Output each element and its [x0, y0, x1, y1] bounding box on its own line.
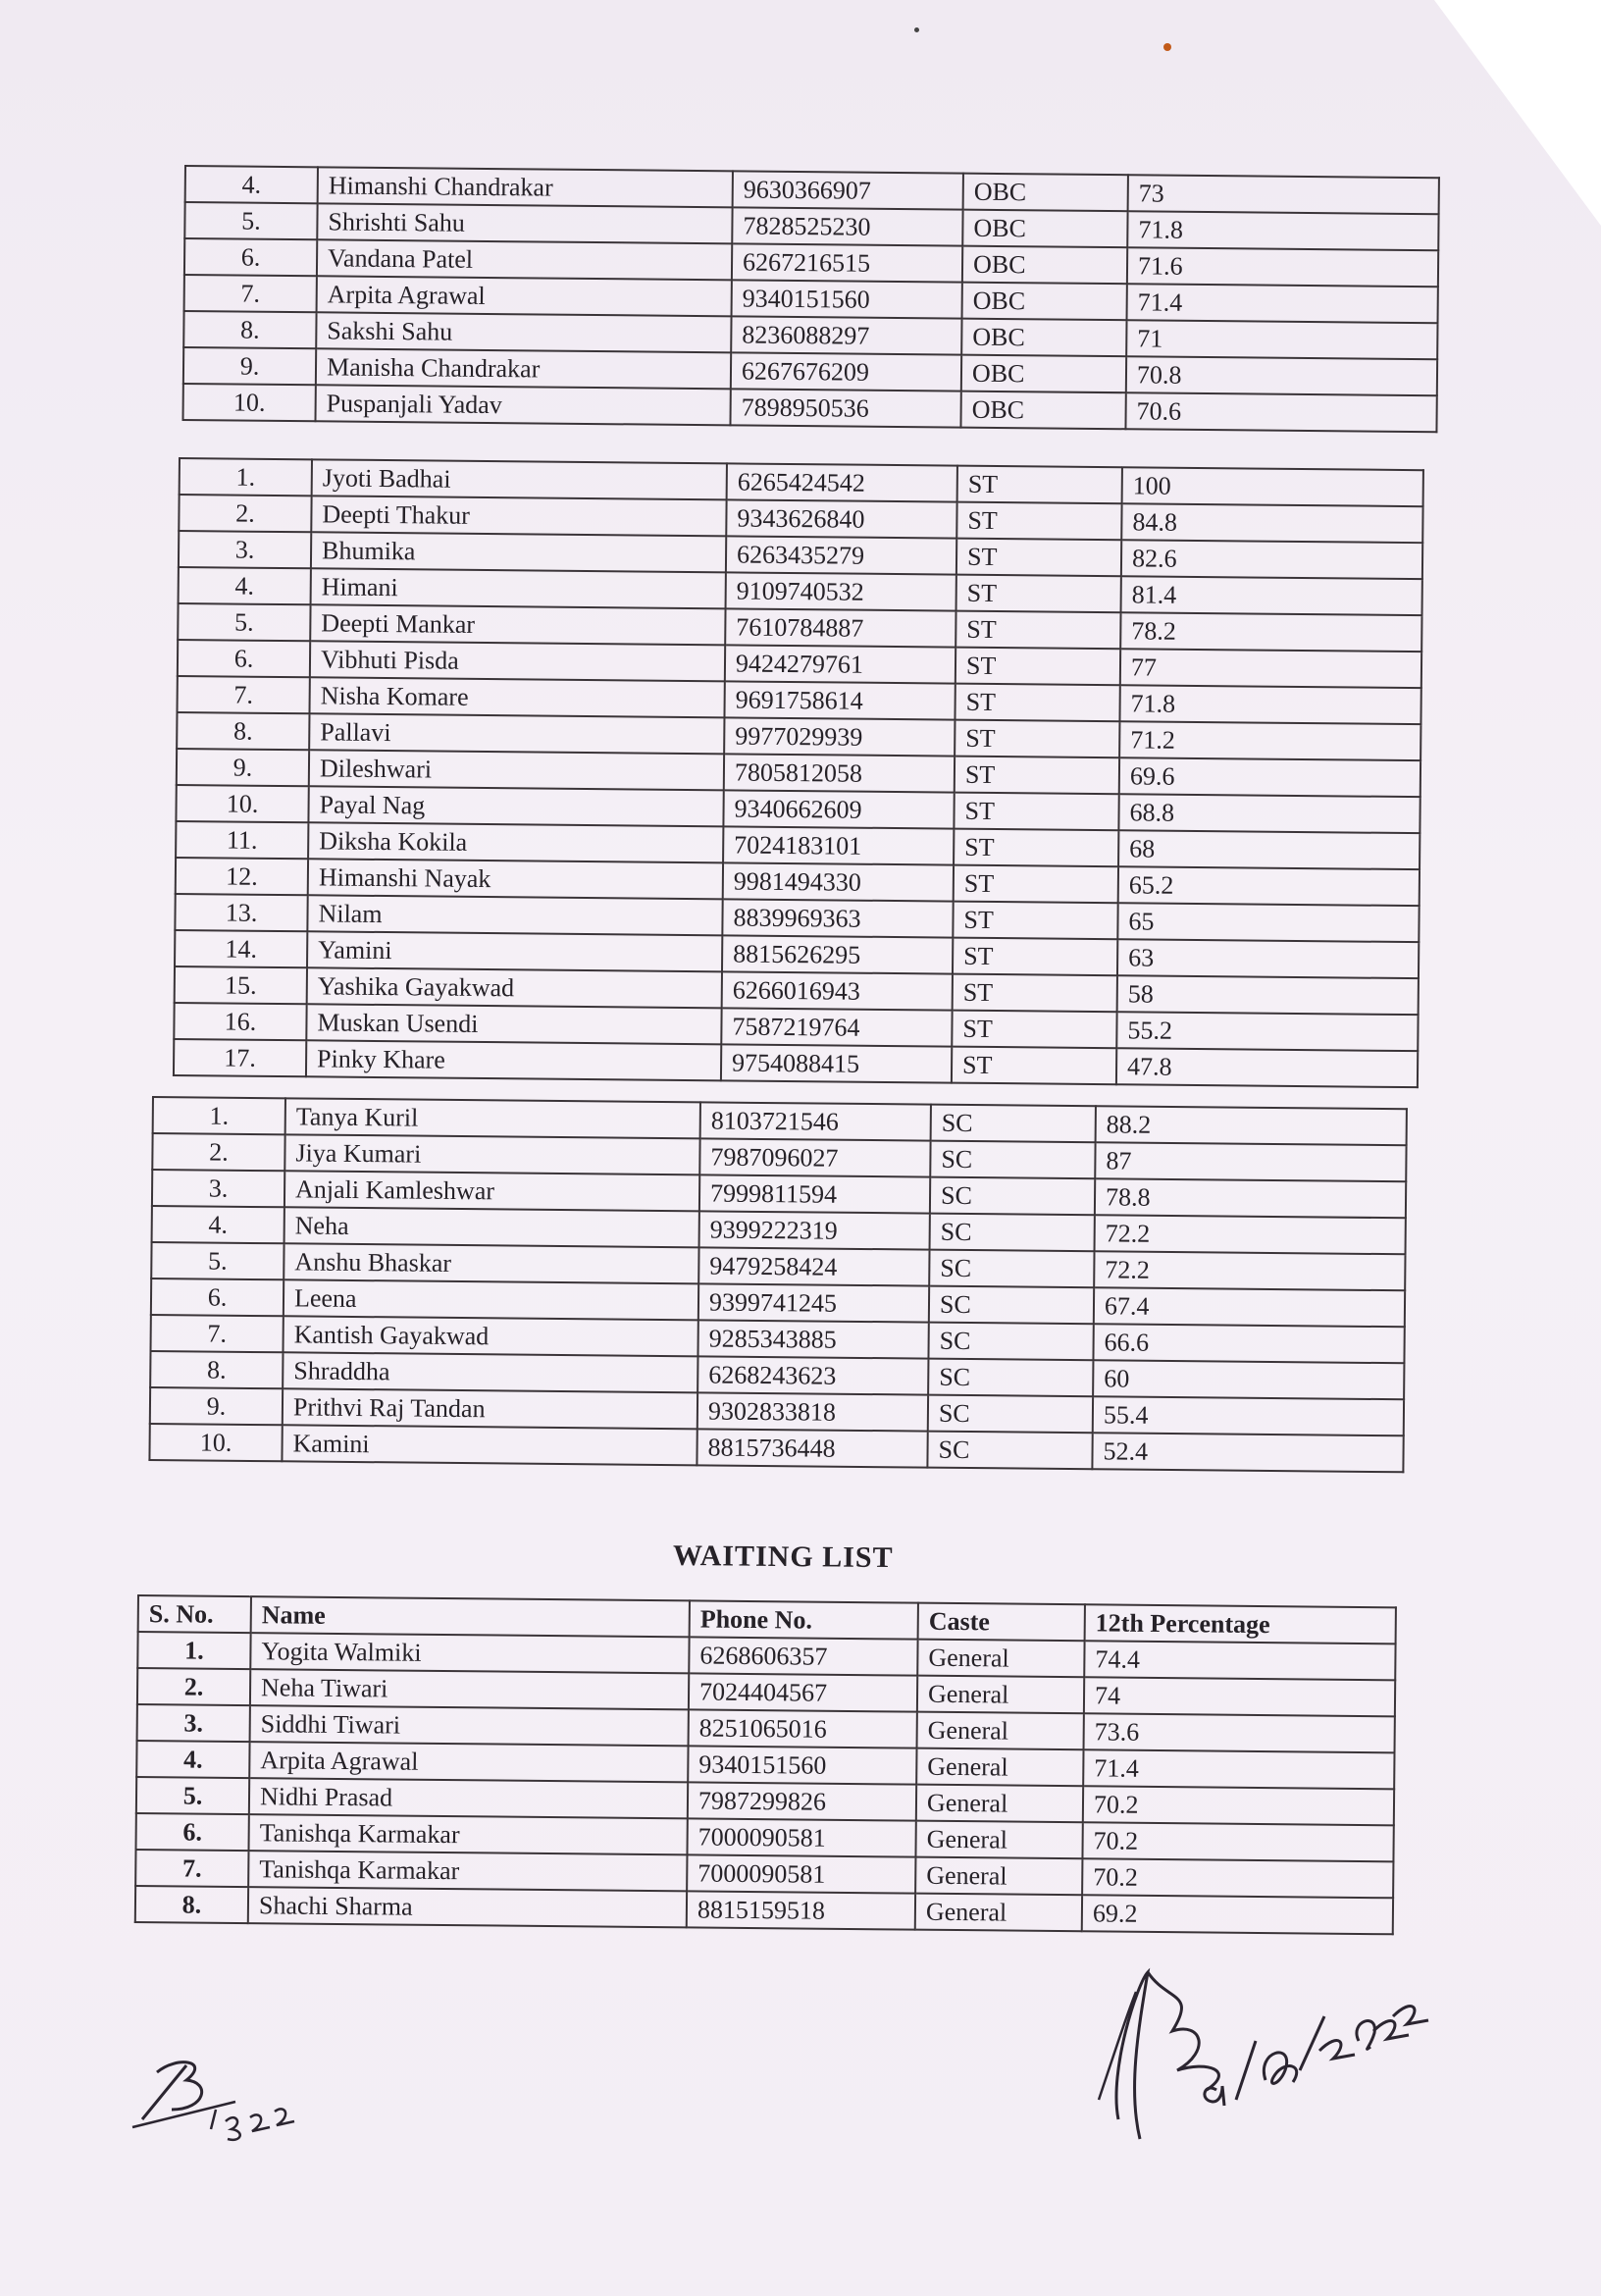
- cell-caste: ST: [955, 684, 1119, 722]
- cell-name: Vandana Patel: [317, 239, 732, 280]
- cell-caste: General: [916, 1785, 1083, 1823]
- cell-percentage: 82.6: [1121, 540, 1422, 579]
- cell-sno: 3.: [137, 1704, 250, 1742]
- waiting-list-table: [134, 1594, 1397, 1935]
- cell-caste: General: [916, 1748, 1083, 1787]
- cell-caste: SC: [930, 1214, 1095, 1252]
- cell-name: Pinky Khare: [306, 1040, 721, 1080]
- cell-percentage: 71.8: [1127, 211, 1438, 250]
- waiting-list-body: [135, 1632, 1396, 1934]
- cell-name: Shraddha: [283, 1352, 697, 1392]
- cell-phone: 7898950536: [730, 389, 960, 427]
- obc-candidates-table: [181, 165, 1439, 433]
- cell-name: Payal Nag: [308, 786, 723, 826]
- cell-phone: 9399741245: [698, 1283, 929, 1322]
- cell-percentage: 73.6: [1084, 1713, 1395, 1752]
- cell-name: Siddhi Tiwari: [250, 1705, 689, 1746]
- cell-percentage: 69.2: [1082, 1895, 1393, 1934]
- cell-phone: 9343626840: [726, 499, 956, 538]
- cell-percentage: 84.8: [1121, 503, 1422, 543]
- header-name: Name: [251, 1596, 690, 1637]
- cell-phone: 7805812058: [724, 754, 955, 792]
- cell-sno: 7.: [184, 275, 317, 312]
- cell-sno: 11.: [176, 821, 308, 859]
- cell-name: Tanishqa Karmakar: [248, 1851, 687, 1891]
- cell-name: Leena: [284, 1279, 698, 1320]
- cell-sno: 8.: [177, 712, 309, 750]
- cell-sno: 3.: [179, 531, 311, 568]
- cell-name: Dileshwari: [309, 750, 724, 790]
- cell-sno: 5.: [178, 603, 310, 641]
- cell-name: Kamini: [282, 1425, 697, 1465]
- cell-percentage: 55.4: [1093, 1396, 1404, 1435]
- cell-caste: SC: [928, 1359, 1093, 1397]
- cell-phone: 8236088297: [731, 316, 961, 354]
- cell-caste: OBC: [960, 391, 1125, 430]
- cell-sno: 9.: [183, 347, 316, 385]
- cell-phone: 9630366907: [733, 171, 963, 209]
- cell-phone: 7024183101: [723, 826, 954, 864]
- header-sno: S. No.: [138, 1595, 251, 1633]
- cell-name: Nidhi Prasad: [249, 1778, 688, 1818]
- cell-caste: ST: [955, 611, 1120, 650]
- cell-phone: 9340151560: [732, 280, 962, 318]
- cell-caste: OBC: [962, 210, 1127, 248]
- cell-caste: SC: [930, 1141, 1095, 1179]
- cell-caste: SC: [929, 1286, 1094, 1325]
- cell-name: Tanishqa Karmakar: [248, 1814, 687, 1854]
- cell-percentage: 55.2: [1116, 1012, 1418, 1051]
- cell-sno: 1.: [153, 1097, 285, 1134]
- cell-phone: 9754088415: [721, 1044, 952, 1082]
- cell-percentage: 69.6: [1119, 757, 1420, 797]
- cell-phone: 6266016943: [722, 971, 953, 1010]
- cell-name: Shachi Sharma: [248, 1887, 687, 1927]
- cell-phone: 7610784887: [725, 608, 955, 647]
- cell-percentage: 70.6: [1125, 392, 1436, 432]
- sc-table-body: [149, 1097, 1406, 1472]
- cell-sno: 4.: [136, 1741, 249, 1778]
- cell-percentage: 74: [1084, 1677, 1395, 1716]
- cell-caste: ST: [955, 720, 1119, 758]
- cell-phone: 6265424542: [727, 463, 957, 501]
- header-percentage: 12th Percentage: [1085, 1604, 1396, 1644]
- cell-name: Tanya Kuril: [285, 1098, 700, 1138]
- cell-caste: ST: [956, 502, 1121, 541]
- cell-percentage: 66.6: [1093, 1324, 1404, 1363]
- cell-name: Manisha Chandrakar: [316, 348, 731, 389]
- cell-caste: SC: [930, 1177, 1095, 1216]
- cell-name: Yamini: [307, 931, 722, 971]
- cell-caste: ST: [953, 938, 1117, 976]
- cell-sno: 9.: [150, 1387, 283, 1425]
- cell-percentage: 81.4: [1121, 576, 1422, 615]
- cell-phone: 9399222319: [699, 1211, 930, 1249]
- cell-sno: 6.: [184, 238, 317, 276]
- cell-sno: 8.: [135, 1886, 248, 1923]
- cell-percentage: 77: [1120, 649, 1421, 688]
- cell-caste: SC: [928, 1323, 1093, 1361]
- cell-phone: 8815736448: [697, 1429, 927, 1467]
- cell-sno: 4.: [185, 166, 318, 203]
- cell-sno: 5.: [184, 202, 317, 239]
- header-phone: Phone No.: [690, 1600, 918, 1639]
- handwritten-initials: [118, 2011, 343, 2149]
- cell-percentage: 71: [1126, 320, 1437, 359]
- cell-phone: 6267676209: [731, 352, 961, 391]
- cell-sno: 10.: [149, 1424, 282, 1461]
- cell-caste: OBC: [962, 246, 1127, 285]
- cell-name: Yogita Walmiki: [250, 1633, 689, 1673]
- sc-candidates-table: [148, 1096, 1408, 1473]
- waiting-list-title: WAITING LIST: [672, 1539, 894, 1575]
- st-candidates-table: [173, 457, 1424, 1088]
- cell-name: Deepti Mankar: [310, 604, 725, 645]
- cell-caste: OBC: [963, 174, 1128, 212]
- cell-percentage: 68: [1118, 830, 1420, 869]
- cell-phone: 9424279761: [725, 645, 955, 683]
- cell-name: Deepti Thakur: [311, 496, 726, 536]
- cell-sno: 7.: [135, 1850, 248, 1887]
- cell-phone: 7000090581: [687, 1854, 915, 1893]
- cell-percentage: 100: [1122, 467, 1423, 506]
- paper-speck: [1163, 43, 1171, 51]
- cell-percentage: 73: [1128, 175, 1439, 214]
- cell-caste: SC: [929, 1250, 1094, 1288]
- cell-percentage: 71.6: [1127, 247, 1438, 287]
- cell-phone: 9479258424: [698, 1247, 929, 1285]
- cell-name: Kantish Gayakwad: [283, 1316, 697, 1356]
- cell-phone: 6268243623: [697, 1356, 928, 1394]
- cell-sno: 6.: [136, 1813, 249, 1851]
- cell-phone: 6267216515: [732, 243, 962, 282]
- cell-caste: SC: [931, 1105, 1096, 1143]
- cell-name: Vibhuti Pisda: [310, 641, 725, 681]
- cell-name: Arpita Agrawal: [249, 1742, 688, 1782]
- cell-sno: 7.: [151, 1315, 284, 1352]
- cell-sno: 14.: [175, 930, 307, 967]
- cell-name: Himani: [311, 568, 726, 608]
- cell-name: Pallavi: [309, 713, 724, 754]
- cell-caste: SC: [927, 1432, 1092, 1470]
- cell-caste: ST: [953, 902, 1117, 940]
- cell-sno: 1.: [137, 1632, 250, 1669]
- cell-percentage: 87: [1095, 1142, 1406, 1181]
- st-table-body: [174, 458, 1423, 1087]
- cell-phone: 9285343885: [697, 1320, 928, 1358]
- cell-percentage: 71.4: [1083, 1749, 1394, 1789]
- cell-sno: 4.: [152, 1206, 284, 1243]
- cell-name: Arpita Agrawal: [317, 276, 732, 316]
- cell-name: Jiya Kumari: [284, 1134, 699, 1174]
- cell-sno: 3.: [152, 1170, 284, 1207]
- cell-phone: 9691758614: [724, 681, 955, 719]
- cell-name: Jyoti Badhai: [312, 459, 727, 499]
- cell-name: Yashika Gayakwad: [307, 967, 722, 1008]
- cell-name: Nisha Komare: [309, 677, 724, 717]
- cell-percentage: 72.2: [1094, 1251, 1405, 1290]
- cell-phone: 8103721546: [700, 1102, 931, 1140]
- cell-caste: General: [917, 1712, 1084, 1750]
- cell-caste: General: [917, 1640, 1084, 1678]
- cell-phone: 7828525230: [732, 207, 962, 245]
- cell-phone: 8251065016: [689, 1709, 917, 1748]
- cell-phone: 9977029939: [724, 717, 955, 756]
- cell-phone: 9302833818: [697, 1392, 928, 1431]
- cell-caste: ST: [955, 757, 1119, 795]
- cell-phone: 7987299826: [688, 1782, 916, 1820]
- cell-sno: 17.: [174, 1039, 306, 1076]
- cell-percentage: 88.2: [1096, 1106, 1407, 1145]
- cell-caste: ST: [954, 829, 1118, 867]
- cell-name: Himanshi Nayak: [308, 859, 723, 899]
- cell-percentage: 70.2: [1082, 1858, 1393, 1898]
- cell-phone: 7587219764: [721, 1008, 952, 1046]
- cell-phone: 9981494330: [723, 862, 954, 901]
- cell-sno: 13.: [175, 894, 307, 931]
- cell-phone: 7999811594: [699, 1174, 930, 1213]
- cell-name: Neha Tiwari: [250, 1669, 689, 1709]
- cell-caste: OBC: [962, 283, 1127, 321]
- cell-phone: 9340662609: [723, 790, 954, 828]
- cell-percentage: 78.8: [1095, 1178, 1406, 1218]
- signature-with-date: [1079, 1923, 1432, 2159]
- cell-percentage: 65: [1117, 903, 1419, 942]
- header-caste: Caste: [918, 1603, 1085, 1642]
- cell-name: Puspanjali Yadav: [315, 385, 730, 425]
- cell-sno: 2.: [179, 495, 311, 532]
- cell-caste: ST: [954, 793, 1118, 831]
- cell-caste: ST: [956, 539, 1121, 577]
- cell-percentage: 70.8: [1126, 356, 1437, 395]
- cell-sno: 8.: [150, 1351, 283, 1388]
- cell-caste: ST: [956, 575, 1121, 613]
- cell-percentage: 60: [1093, 1360, 1404, 1399]
- cell-caste: ST: [954, 865, 1118, 904]
- cell-sno: 10.: [183, 384, 316, 421]
- cell-percentage: 70.2: [1082, 1822, 1393, 1861]
- cell-sno: 2.: [137, 1668, 250, 1705]
- cell-name: Sakshi Sahu: [316, 312, 731, 352]
- cell-phone: 8815159518: [687, 1891, 915, 1929]
- cell-caste: General: [915, 1821, 1082, 1859]
- cell-name: Muskan Usendi: [306, 1004, 721, 1044]
- cell-sno: 16.: [174, 1003, 306, 1040]
- cell-name: Bhumika: [311, 532, 726, 572]
- cell-caste: ST: [955, 648, 1120, 686]
- cell-caste: ST: [952, 1011, 1116, 1049]
- cell-sno: 15.: [175, 966, 307, 1004]
- cell-percentage: 68.8: [1118, 794, 1420, 833]
- cell-sno: 6.: [151, 1278, 284, 1316]
- cell-caste: SC: [928, 1395, 1093, 1434]
- cell-percentage: 52.4: [1092, 1433, 1403, 1472]
- cell-name: Anshu Bhaskar: [284, 1243, 698, 1283]
- cell-caste: ST: [952, 1047, 1116, 1085]
- paper-speck: [914, 27, 919, 32]
- cell-caste: ST: [957, 466, 1122, 504]
- cell-sno: 8.: [183, 311, 316, 348]
- cell-name: Diksha Kokila: [308, 822, 723, 862]
- cell-percentage: 78.2: [1120, 612, 1421, 652]
- cell-sno: 9.: [177, 749, 309, 786]
- cell-percentage: 47.8: [1116, 1048, 1418, 1087]
- cell-phone: 6268606357: [689, 1637, 917, 1675]
- cell-name: Nilam: [307, 895, 722, 935]
- cell-sno: 4.: [179, 567, 311, 604]
- cell-caste: OBC: [961, 319, 1126, 357]
- folded-corner: [1434, 0, 1601, 226]
- cell-percentage: 74.4: [1084, 1641, 1395, 1680]
- cell-sno: 1.: [180, 458, 312, 496]
- cell-sno: 7.: [178, 676, 310, 713]
- cell-phone: 8839969363: [722, 899, 953, 937]
- cell-phone: 7987096027: [699, 1138, 930, 1176]
- cell-name: Shrishti Sahu: [317, 203, 732, 243]
- cell-name: Neha: [284, 1207, 699, 1247]
- cell-percentage: 70.2: [1083, 1786, 1394, 1825]
- cell-percentage: 58: [1117, 975, 1419, 1015]
- cell-phone: 7024404567: [689, 1673, 917, 1711]
- cell-phone: 6263435279: [726, 536, 956, 574]
- cell-percentage: 65.2: [1118, 866, 1420, 906]
- cell-caste: General: [917, 1676, 1084, 1714]
- cell-sno: 5.: [151, 1242, 284, 1279]
- cell-phone: 9340151560: [688, 1746, 916, 1784]
- cell-caste: General: [915, 1857, 1082, 1896]
- cell-caste: OBC: [961, 355, 1126, 393]
- cell-percentage: 63: [1117, 939, 1419, 978]
- cell-sno: 6.: [178, 640, 310, 677]
- cell-sno: 12.: [176, 858, 308, 895]
- cell-sno: 5.: [136, 1777, 249, 1814]
- cell-caste: ST: [953, 974, 1117, 1013]
- cell-phone: 8815626295: [722, 935, 953, 973]
- cell-percentage: 71.2: [1119, 721, 1420, 760]
- cell-percentage: 71.4: [1127, 284, 1438, 323]
- cell-percentage: 72.2: [1095, 1215, 1406, 1254]
- cell-name: Prithvi Raj Tandan: [283, 1388, 697, 1429]
- obc-table-body: [183, 166, 1439, 432]
- cell-caste: General: [915, 1894, 1082, 1932]
- cell-sno: 10.: [176, 785, 308, 822]
- cell-phone: 9109740532: [726, 572, 956, 610]
- cell-phone: 7000090581: [687, 1818, 915, 1856]
- cell-name: Anjali Kamleshwar: [284, 1171, 699, 1211]
- cell-percentage: 67.4: [1094, 1287, 1405, 1327]
- cell-sno: 2.: [152, 1133, 284, 1171]
- cell-percentage: 71.8: [1119, 685, 1420, 724]
- cell-name: Himanshi Chandrakar: [318, 167, 733, 207]
